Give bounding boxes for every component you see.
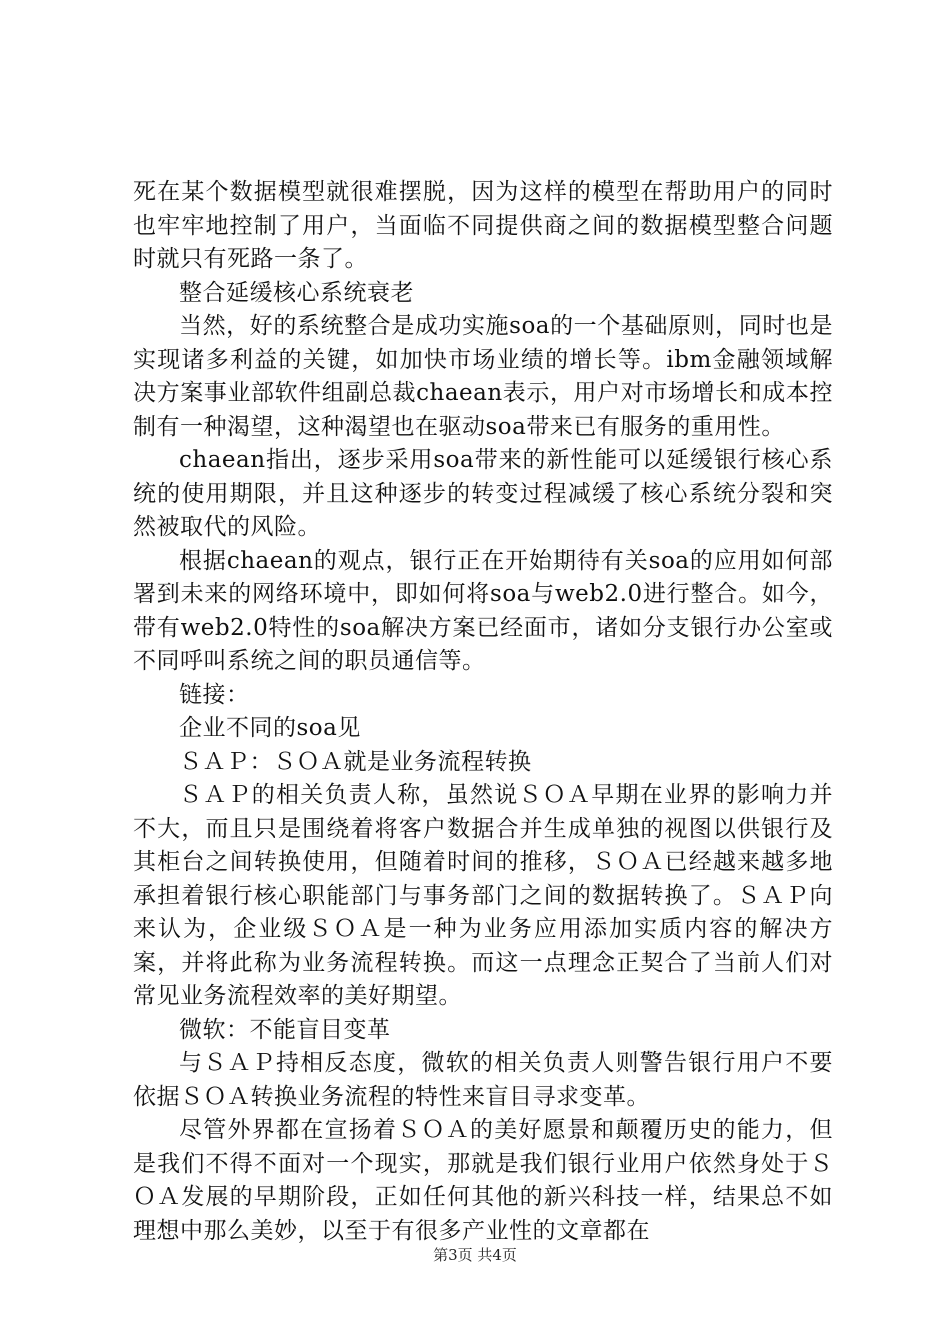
paragraph: 根据chaean的观点，银行正在开始期待有关soa的应用如何部署到未来的网络环境中，即如何将soa与web2.0进行整合。如今，带有web2.0特性的soa解决方案已经面市，诸如分支银行办公室或不同呼叫系统之间的职员通信等。 — [133, 547, 833, 674]
page-number-footer: 第3页 共4页 — [433, 1246, 517, 1264]
paragraph: 当然，好的系统整合是成功实施soa的一个基础原则，同时也是实现诸多利益的关键，如加快市场业绩的增长等。ibm金融领域解决方案事业部软件组副总裁chaean表示，用户对市场增长和成本控制有一种渴望，这种渴望也在驱动soa带来已有服务的重用性。 — [133, 313, 833, 440]
paragraph: 与ＳＡＰ持相反态度，微软的相关负责人则警告银行用户不要依据ＳＯＡ转换业务流程的特性来盲目寻求变革。 — [133, 1050, 833, 1110]
document-body — [133, 176, 833, 1248]
section-heading: 企业不同的soa见 — [179, 715, 361, 741]
paragraph: 尽管外界都在宣扬着ＳＯＡ的美好愿景和颠覆历史的能力，但是我们不得不面对一个现实，那就是我们银行业用户依然身处于ＳＯＡ发展的早期阶段，正如任何其他的新兴科技一样，结果总不如理想中那么美妙，以至于有很多产业性的文章都在 — [133, 1117, 833, 1244]
section-heading: ＳＡＰ：ＳＯＡ就是业务流程转换 — [179, 748, 532, 775]
paragraph: 死在某个数据模型就很难摆脱，因为这样的模型在帮助用户的同时也牢牢地控制了用户，当面临不同提供商之间的数据模型整合问题时就只有死路一条了。 — [133, 179, 833, 272]
section-heading: 整合延缓核心系统衰老 — [179, 279, 414, 306]
paragraph: chaean指出，逐步采用soa带来的新性能可以延缓银行核心系统的使用期限，并且这种逐步的转变过程减缓了核心系统分裂和突然被取代的风险。 — [133, 447, 833, 540]
paragraph: ＳＡＰ的相关负责人称，虽然说ＳＯＡ早期在业界的影响力并不大，而且只是围绕着将客户数据合并生成单独的视图以供银行及其柜台之间转换使用，但随着时间的推移，ＳＯＡ已经越来越多地承担着银行核心职能部门与事务部门之间的数据转换了。ＳＡＰ向来认为，企业级ＳＯＡ是一种为业务应用添加实质内容的解决方案，并将此称为业务流程转换。而这一点理念正契合了当前人们对常见业务流程效率的美好期望。 — [133, 782, 833, 1009]
link-label: 链接： — [179, 681, 250, 708]
section-heading: 微软：不能盲目变革 — [179, 1016, 391, 1043]
